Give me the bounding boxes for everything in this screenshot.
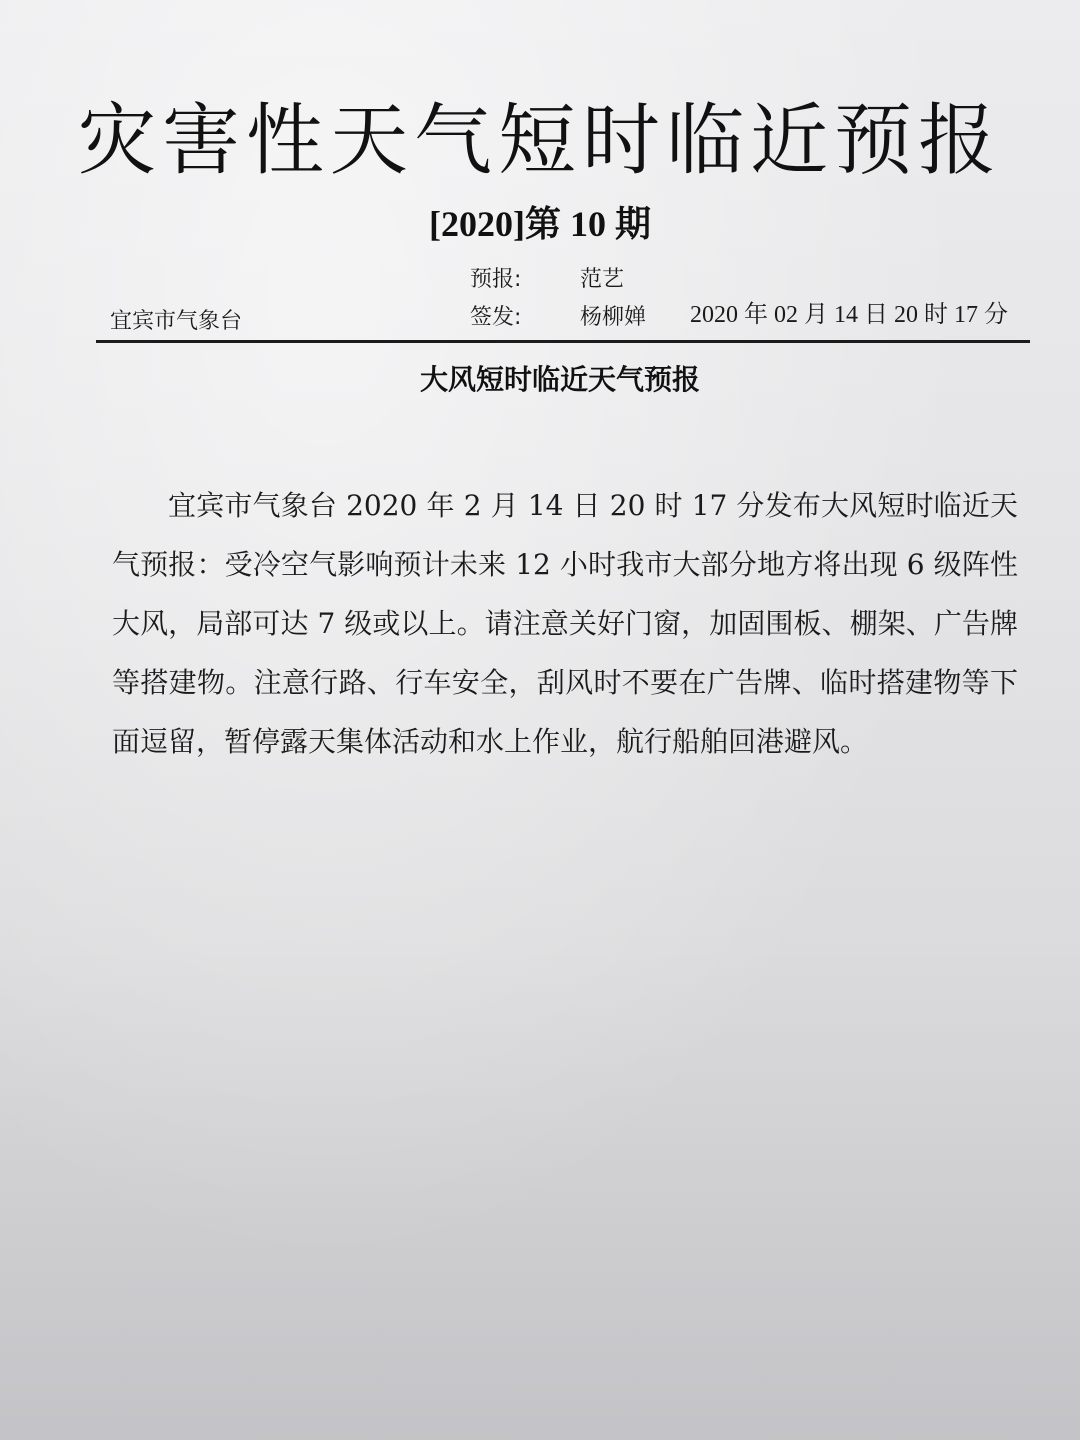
forecaster-name: 范艺 [580,267,625,292]
document-title: 灾害性天气短时临近预报 [77,96,1002,186]
forecaster-label: 预报: [470,267,522,292]
organization-name: 宜宾市气象台 [110,309,243,334]
forecast-subtitle: 大风短时临近天气预报 [419,363,700,396]
paper-shadow [0,940,1080,1440]
header-divider [96,340,1030,343]
issue-datetime: 2020 年 02 月 14 日 20 时 17 分 [690,302,1008,328]
issue-number: [2020]第 10 期 [429,204,651,244]
forecast-body: 宜宾市气象台 2020 年 2 月 14 日 20 时 17 分发布大风短时临近天气预报：受冷空气影响预计未来 12 小时我市大部分地方将出现 6 级阵性大风，局部可达 7 级或以上。请注意关好门窗，加固围板、棚架、广告牌等搭建物。注意行路、行车安全，刮风时不要在广告牌、临时搭建物等下面逗留，暂停露天集体活动和水上作业，航行船舶回港避风。 [112,489,1018,758]
issuer-label: 签发: [470,305,522,330]
issuer-name: 杨柳婵 [580,305,647,330]
